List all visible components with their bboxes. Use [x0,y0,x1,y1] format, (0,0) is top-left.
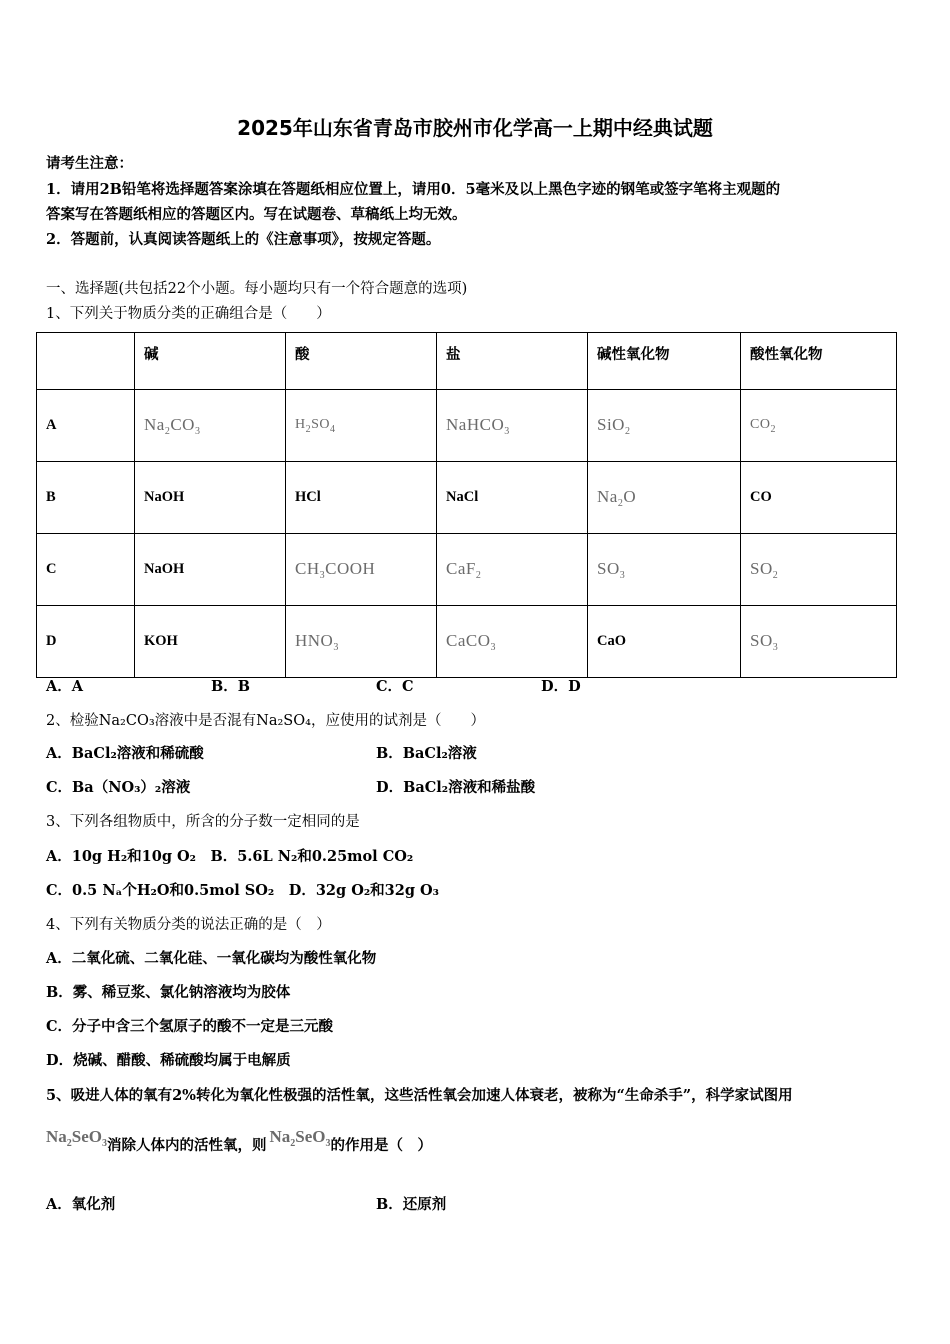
formula-cell: $Na_2CO_3$ [144,414,201,437]
formula-cell: $CO_2$ [750,417,776,435]
q1-header-cell: 碱 [135,333,286,390]
row-label: A [37,390,135,462]
table-cell [286,534,437,606]
row-label: C [37,534,135,606]
table-cell [135,390,286,462]
notice-heading: 请考生注意： [46,155,133,172]
q2-stem: 2、检验Na₂CO₃溶液中是否混有Na₂SO₄，应使用的试剂是（ ） [46,713,485,729]
formula-cell: $SO_2$ [750,558,779,581]
q2-option-a: A．BaCl₂溶液和稀硫酸 [46,745,204,762]
q4-option-b: B．雾、稀豆浆、氯化钠溶液均为胶体 [46,984,291,1001]
formula-cell: $SO_3$ [597,558,626,581]
formula-inline: $Na_2SeO_3$ [46,1127,108,1149]
q1-table-row [37,534,897,606]
row-label: D [37,606,135,678]
table-cell: CaO [588,606,741,678]
formula-cell: CaCO$_3$ [446,630,496,653]
q5-stem-part-a: 消除人体内的活性氧，则 [107,1137,267,1154]
table-cell [437,534,588,606]
q1-option-b: B．B [211,678,251,695]
table-cell [741,534,897,606]
row-label: B [37,462,135,534]
q5-stem-part-b: 的作用是（ ） [330,1137,433,1154]
formula-cell: CaF$_2$ [446,558,482,581]
q1-table-row [37,390,897,462]
table-cell [741,606,897,678]
q3-stem: 3、下列各组物质中，所含的分子数一定相同的是 [46,814,360,830]
table-cell [588,462,741,534]
q5-option-b: B．还原剂 [376,1196,447,1213]
q3-options-ab: A．10g H₂和10g O₂ B．5.6L N₂和0.25mol CO₂ [46,848,414,865]
table-cell: HCl [286,462,437,534]
q4-option-c: C．分子中含三个氢原子的酸不一定是三元酸 [46,1018,334,1035]
q1-table [36,332,897,678]
q1-header-cell: 酸 [286,333,437,390]
notice-line-1: 1．请用2B铅笔将选择题答案涂填在答题纸相应位置上，请用0．5毫米及以上黑色字迹的钢笔或签字笔将主观题的 [46,181,781,198]
formula-cell: SiO$_2$ [597,414,631,437]
q2-option-d: D．BaCl₂溶液和稀盐酸 [376,779,536,796]
q4-stem: 4、下列有关物质分类的说法正确的是（ ） [46,917,331,933]
table-cell: NaOH [135,534,286,606]
table-cell [741,390,897,462]
q5-stem-line-2 [46,1127,433,1157]
q5-stem-line-1: 5、吸进人体的氧有2%转化为氧化性极强的活性氧，这些活性氧会加速人体衰老，被称为“生命杀手”，科学家试图用 [46,1087,793,1104]
q2-option-b: B．BaCl₂溶液 [376,745,477,762]
table-cell [437,606,588,678]
formula-cell: $HNO_3$ [295,630,339,653]
q5-option-a: A．氧化剂 [46,1196,116,1213]
table-cell: NaCl [437,462,588,534]
formula-inline: $Na_2SeO_3$ [269,1127,331,1149]
formula-cell: NaHCO$_3$ [446,414,510,437]
q4-option-d: D．烧碱、醋酸、稀硫酸均属于电解质 [46,1052,291,1069]
formula-cell: $SO_3$ [750,630,779,653]
q1-header-cell: 碱性氧化物 [588,333,741,390]
q1-header-cell: 盐 [437,333,588,390]
q1-stem: 1、下列关于物质分类的正确组合是（ ） [46,306,331,322]
q4-option-a: A．二氧化硫、二氧化硅、一氧化碳均为酸性氧化物 [46,950,377,967]
table-cell [437,390,588,462]
table-cell [588,390,741,462]
section-heading: 一、选择题(共包括22个小题。每小题均只有一个符合题意的选项) [46,281,468,297]
formula-cell: $Na_2O$ [597,486,637,509]
q1-table-header-row [37,333,897,390]
q1-option-a: A．A [46,678,84,695]
q2-option-c: C．Ba（NO₃）₂溶液 [46,779,191,796]
table-cell: NaOH [135,462,286,534]
notice-line-3: 2．答题前，认真阅读答题纸上的《注意事项》，按规定答题。 [46,231,441,248]
q1-table-row [37,462,897,534]
table-cell [286,390,437,462]
q1-table-row [37,606,897,678]
notice-line-2: 答案写在答题纸相应的答题区内。写在试题卷、草稿纸上均无效。 [46,206,467,223]
table-cell [588,534,741,606]
table-cell: CO [741,462,897,534]
table-cell: KOH [135,606,286,678]
q1-header-cell [37,333,135,390]
q1-header-cell: 酸性氧化物 [741,333,897,390]
q3-options-cd: C．0.5 Nₐ个H₂O和0.5mol SO₂ D．32g O₂和32g O₃ [46,882,440,899]
table-cell [286,606,437,678]
q1-option-d: D．D [541,678,581,695]
formula-cell: $H_2SO_4$ [295,417,336,435]
q1-option-c: C．C [376,678,414,695]
page-title: 2025年山东省青岛市胶州市化学高一上期中经典试题 [237,116,713,140]
formula-cell: $CH_3COOH$ [295,558,376,581]
